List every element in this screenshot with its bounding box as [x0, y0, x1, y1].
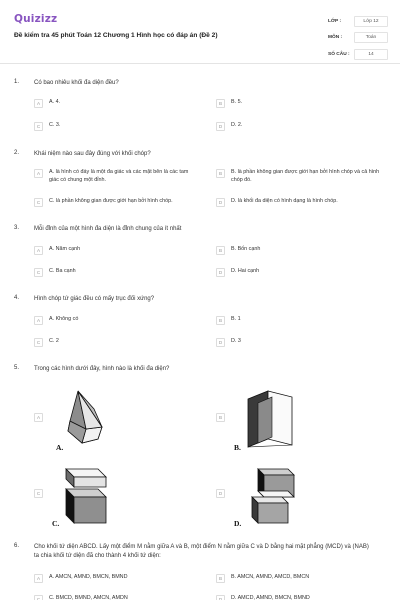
option-letter: B [216, 574, 225, 583]
option-letter: D [216, 198, 225, 207]
question-number: 3. [14, 225, 20, 231]
stacked-boxes-figure-d [248, 465, 300, 525]
question-number: 1. [14, 79, 20, 85]
option-d[interactable] [216, 122, 381, 131]
option-b[interactable] [216, 413, 225, 422]
option-d[interactable] [216, 595, 381, 600]
option-a[interactable] [34, 246, 199, 255]
option-letter: B [216, 99, 225, 108]
option-text: A. Năm cạnh [49, 246, 81, 252]
option-text: C. 3. [49, 122, 61, 128]
option-b[interactable] [216, 574, 381, 583]
meta-count-value: 14 [354, 49, 388, 60]
question-number: 5. [14, 365, 20, 371]
option-a[interactable] [34, 169, 199, 184]
stacked-boxes-figure-c [62, 465, 114, 525]
option-d[interactable] [216, 489, 225, 498]
option-a[interactable] [34, 574, 199, 583]
option-d[interactable] [216, 198, 381, 207]
option-text: D. 3 [231, 338, 241, 344]
option-letter: B [216, 316, 225, 325]
option-a[interactable] [34, 413, 43, 422]
option-c[interactable] [34, 198, 199, 207]
meta-subject-value: Toán [354, 32, 388, 43]
option-text: B. Bốn cạnh [231, 246, 261, 252]
option-text: D. Hai cạnh [231, 268, 260, 274]
option-letter: D [216, 268, 225, 277]
question-text: Có bao nhiêu khối đa diện đều? [34, 80, 119, 86]
option-letter: B [216, 413, 225, 422]
option-b[interactable] [216, 246, 381, 255]
option-letter: B [216, 169, 225, 178]
option-text: C. 2 [49, 338, 59, 344]
open-prism-figure [242, 387, 298, 449]
figure-label-a: A. [56, 443, 64, 452]
option-c[interactable] [34, 122, 199, 131]
option-letter: A [34, 246, 43, 255]
question-text: Khái niệm nào sau đây đúng với khối chóp? [34, 151, 151, 157]
option-letter: A [34, 169, 43, 178]
worksheet-title: Đề kiểm tra 45 phút Toán 12 Chương 1 Hình học có đáp án (Đề 2) [14, 32, 218, 39]
meta-class-label: LỚP : [328, 18, 342, 24]
option-c[interactable] [34, 595, 199, 600]
pyramid-stack-figure [64, 387, 120, 449]
option-d[interactable] [216, 268, 381, 277]
option-d[interactable] [216, 338, 381, 347]
question-text: Cho khối tứ diện ABCD. Lấy một điểm M nằm giữa A và B, một điểm N nằm giữa C và D bằng hai mặt phẳng (MCD) và (NAB) ta chia khối tứ diện đã cho thành 4 khối tứ diện: [34, 544, 369, 559]
option-text: D. 2. [231, 122, 243, 128]
option-text: A. là hình có đáy là một đa giác và các mặt bên là các tam giác có chung một đỉnh. [49, 169, 189, 183]
option-letter: D [216, 338, 225, 347]
question-number: 4. [14, 295, 20, 301]
option-text: C. Ba cạnh [49, 268, 76, 274]
option-letter: C [34, 122, 43, 131]
option-text: A. 4. [49, 99, 61, 105]
question-text: Mỗi đỉnh của một hình đa diện là đỉnh chung của ít nhất [34, 226, 182, 232]
meta-subject-label: MÔN : [328, 35, 343, 40]
option-letter: D [216, 489, 225, 498]
option-c[interactable] [34, 268, 199, 277]
meta-subject-row [328, 31, 388, 45]
option-letter: A [34, 574, 43, 583]
option-letter: C [34, 268, 43, 277]
worksheet-meta [328, 14, 388, 64]
option-a[interactable] [34, 99, 199, 108]
worksheet-header [0, 0, 400, 64]
option-b[interactable] [216, 99, 381, 108]
option-letter: C [34, 489, 43, 498]
question-text: Trong các hình dưới đây, hình nào là khối đa diện? [34, 366, 170, 372]
option-letter: C [34, 595, 43, 600]
option-text: B. AMCN, AMND, AMCD, BMCN [231, 574, 310, 580]
meta-count-label: SỐ CÂU : [328, 51, 350, 57]
option-letter: C [34, 338, 43, 347]
meta-class-value: Lớp 12 [354, 16, 388, 27]
option-text: D. AMCD, AMND, BMCN, BMND [231, 595, 310, 600]
option-text: C. BMCD, BMND, AMCN, AMDN [49, 595, 128, 600]
option-text: A. AMCN, AMND, BMCN, BMND [49, 574, 128, 580]
option-letter: B [216, 246, 225, 255]
figure-label-b: B. [234, 443, 241, 452]
option-b[interactable] [216, 316, 381, 325]
option-letter: A [34, 99, 43, 108]
quizizz-logo[interactable]: Quizizz [14, 13, 58, 25]
question-text: Hình chóp tứ giác đều có mấy trục đối xứng? [34, 296, 155, 302]
option-letter: A [34, 316, 43, 325]
option-text: B. là phần không gian được giới hạn bởi hình chóp và cả hình chóp đó. [231, 169, 380, 183]
option-c[interactable] [34, 489, 43, 498]
question-number: 6. [14, 543, 20, 549]
meta-count-row [328, 47, 388, 61]
option-text: D. là khối đa diện có hình dạng là hình chóp. [231, 198, 338, 204]
option-c[interactable] [34, 338, 199, 347]
option-text: C. là phần không gian được giới hạn bởi hình chóp. [49, 198, 173, 204]
option-letter: C [34, 198, 43, 207]
option-text: B. 5. [231, 99, 243, 105]
meta-class-row [328, 14, 388, 28]
option-b[interactable] [216, 169, 381, 184]
figure-label-d: D. [234, 519, 242, 528]
question-number: 2. [14, 150, 20, 156]
option-a[interactable] [34, 316, 199, 325]
option-text: B. 1 [231, 316, 241, 322]
option-text: A. Không có [49, 316, 79, 322]
figure-label-c: C. [52, 519, 60, 528]
option-letter: D [216, 122, 225, 131]
option-letter: A [34, 413, 43, 422]
option-letter: D [216, 595, 225, 600]
